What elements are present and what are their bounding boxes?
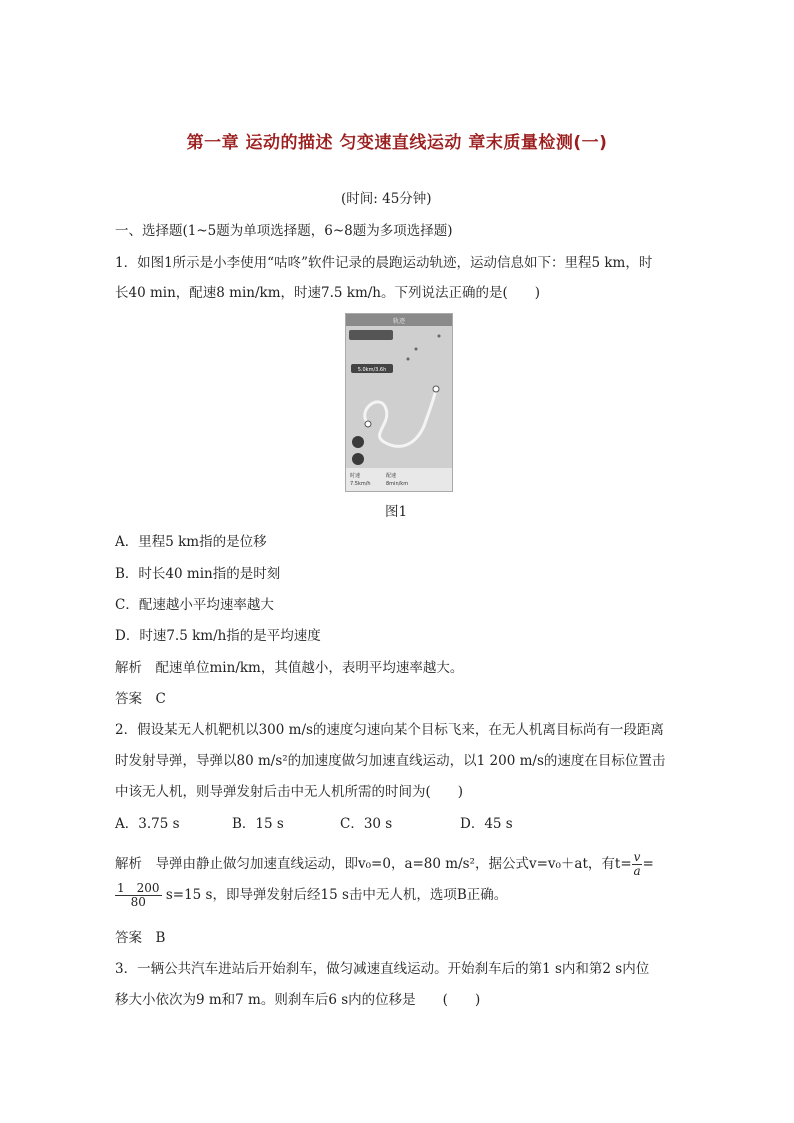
figure-header: 轨迹 [392,318,406,325]
q2-option-a: A．3.75 s [115,816,180,832]
q3-stem-line2: 移大小依次为9 m和7 m。则刹车后6 s内的位移是 ( ) [115,992,481,1008]
fraction-1200-over-80 [115,882,162,909]
q2-analysis-text-b: = [642,856,654,872]
q1-option-c: C．配速越小平均速率越大 [115,597,274,613]
fraction-numerator: v [633,850,641,864]
q1-answer: 答案 C [115,691,166,707]
figure-pace-label: 配速 [386,473,397,479]
page-title: 第一章 运动的描述 匀变速直线运动 章末质量检测(一) [186,133,608,153]
figure-caption: 图1 [385,504,408,520]
q2-option-b: B．15 s [232,816,284,832]
q2-stem-line2: 时发射导弹，导弹以80 m/s²的加速度做匀加速直线运动，以1 200 m/s的速度在目标位置击 [115,753,666,769]
q2-stem-line1: 2．假设某无人机靶机以300 m/s的速度匀速向某个目标飞来，在无人机离目标尚有一段距离 [115,722,664,738]
q1-option-d: D．时速7.5 km/h指的是平均速度 [115,628,321,644]
figure-speed-label: 时速 [350,473,361,479]
fraction-numerator: 1 200 [117,881,160,895]
q1-stem-line2: 长40 min，配速8 min/km，时速7.5 km/h。下列说法正确的是( ) [115,285,541,301]
fraction-denominator: 80 [130,895,146,909]
q3-stem-line1: 3．一辆公共汽车进站后开始刹车，做匀减速直线运动。开始刹车后的第1 s内和第2 s内位 [115,961,650,977]
q2-analysis-text-a: 解析 导弹由静止做匀加速直线运动，即v₀=0，a=80 m/s²，据公式v=v₀＋at，有t= [115,856,632,872]
q2-analysis-line1 [115,851,654,878]
q2-stem-line3: 中该无人机，则导弹发射后击中无人机所需的时间为( ) [115,784,464,800]
running-track-figure [345,313,453,492]
q1-stem-line1: 1．如图1所示是小李使用“咕咚”软件记录的晨跑运动轨迹，运动信息如下：里程5 km，时 [115,255,653,271]
fraction-denominator: a [633,864,641,878]
q1-analysis: 解析 配速单位min/km，其值越小，表明平均速率越大。 [115,660,464,676]
q2-option-c: C．30 s [340,816,393,832]
q2-analysis-line2 [115,882,507,909]
figure-badge: 5.0km/3.6h [357,367,387,373]
time-limit: (时间: 45分钟) [341,191,432,207]
q1-option-a: A．里程5 km指的是位移 [115,534,267,550]
q2-answer: 答案 B [115,930,166,946]
q2-option-d: D．45 s [460,816,513,832]
q2-analysis-text-c: s=15 s，即导弹发射后经15 s击中无人机，选项B正确。 [165,887,508,903]
figure-pace-value: 8min/km [386,481,409,487]
figure-speed-value: 7.5km/h [350,481,371,487]
q1-option-b: B．时长40 min指的是时刻 [115,566,281,582]
section-heading: 一、选择题(1~5题为单项选择题，6~8题为多项选择题) [115,223,453,239]
fraction-v-over-a [632,851,643,878]
